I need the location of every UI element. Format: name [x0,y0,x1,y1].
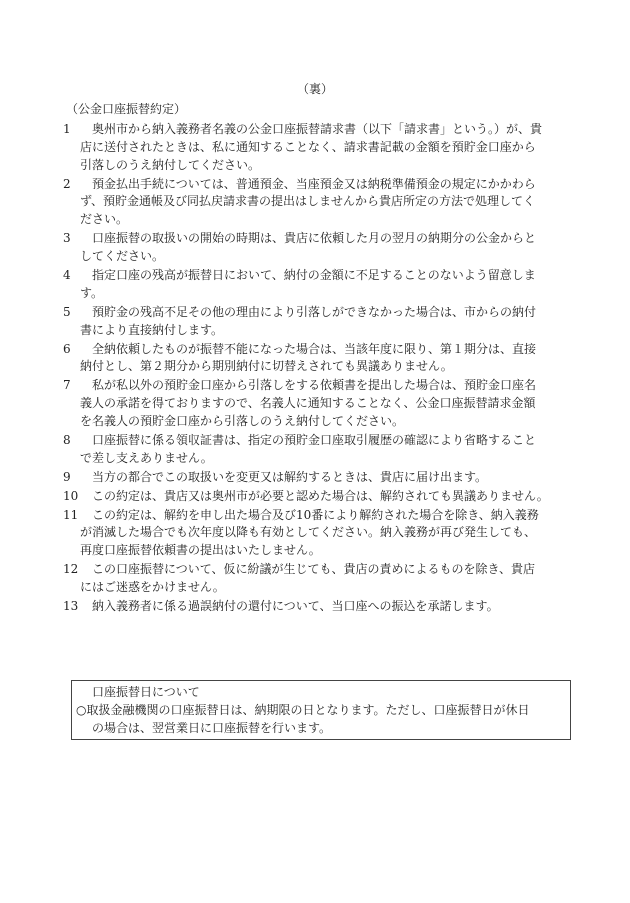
notice-box [71,680,571,740]
page-side-label: （裏） [296,82,333,96]
term-text-line: が消滅した場合でも次年度以降も有効としてください。納入義務が再び発生しても、 [80,525,537,540]
term-item [61,598,575,616]
term-item [61,176,575,229]
term-text-line: してください。 [80,248,165,263]
term-text-line: 奥州市から納入義務者名義の公金口座振替請求書（以下「請求書」という。）が、貴 [92,122,543,136]
term-number: 12 [63,562,79,577]
term-number: 4 [63,267,71,282]
term-text-line: す。 [80,285,104,300]
term-text-line: 納付とし、第２期分から期別納付に切替えされても異議ありません。 [80,359,453,374]
term-number: 1 [63,122,71,136]
term-text [80,304,575,340]
term-text [87,488,575,506]
term-item [61,507,575,560]
section-title: （公金口座振替約定） [66,102,187,116]
term-number: 7 [63,378,71,393]
term-number: 11 [63,507,79,522]
term-text [80,377,575,430]
term-text-line: 預貯金の残高不足その他の理由により引落しができなかった場合は、市からの納付 [92,304,537,319]
term-text [80,432,575,468]
term-text-line: 預金払出手続については、普通預金、当座預金又は納税準備預金の規定にかかわら [92,176,536,191]
term-item [61,121,575,174]
term-text-line: にはご迷惑をかけません。 [80,579,225,594]
term-text-line: 口座振替の取扱いの開始の時期は、貴店に依頼した月の翌月の納期分の公金からと [92,231,537,246]
notice-title: 口座振替日について [92,685,200,699]
term-text-line: 指定口座の残高が振替日において、納付の金額に不足することのないよう留意しま [92,267,536,282]
term-item [61,469,575,487]
term-text-line: 当方の都合でこの取扱いを変更又は解約するときは、貴店に届け出ます。 [92,469,488,484]
term-text [80,341,575,377]
term-item [61,341,575,377]
term-item [61,304,575,340]
term-number: 5 [63,304,71,319]
term-text-line: 口座振替に係る領収証書は、指定の預貯金口座取引履歴の確認により省略すること [92,432,537,447]
term-number: 2 [63,176,71,191]
term-text-line: 納入義務者に係る過誤納付の還付について、当口座への振込を承諾します。 [92,598,499,613]
term-text [87,469,575,487]
term-text-line: この約定は、貴店又は奥州市が必要と認めた場合は、解約されても異議ありません。 [92,488,549,503]
term-text [80,507,575,560]
term-text [80,176,575,229]
term-text [80,121,575,174]
term-number: 9 [63,469,71,484]
term-item [61,377,575,430]
term-text-line: 書により直接納付します。 [80,322,224,337]
term-text-line: を名義人の預貯金口座から引落しのうえ納付してください。 [80,413,405,428]
term-text-line: 引落しのうえ納付してください。 [80,157,261,172]
term-text [80,230,575,266]
term-text-line: 再度口座振替依頼書の提出はいたしません。 [80,543,321,558]
term-number: 8 [63,432,71,447]
term-text-line: ださい。 [80,212,129,227]
term-text-line: 全納依頼したものが振替不能になった場合は、当該年度に限り、第１期分は、直接 [92,341,537,356]
term-item [61,432,575,468]
term-text-line: この約定は、解約を申し出た場合及び10番により解約された場合を除き、納入義務 [92,507,539,522]
notice-text-line2: の場合は、翌営業日に口座振替を行います。 [92,721,332,735]
term-number: 13 [63,598,79,613]
term-number: 10 [63,488,79,503]
terms-list [61,121,575,617]
term-text-line: 店に送付されたときは、私に通知することなく、請求書記載の金額を預貯金口座から [80,139,536,154]
term-text-line: ず、預貯金通帳及び同払戻請求書の提出はしませんから貴店所定の方法で処理してく [80,194,536,209]
term-text-line: で差し支えありません。 [80,450,213,465]
term-number: 3 [63,231,71,246]
term-text-line: 私が私以外の預貯金口座から引落しをする依頼書を提出した場合は、預貯金口座名 [92,378,537,393]
term-text [80,267,575,303]
term-item [61,230,575,266]
term-text [87,598,575,616]
term-item [61,267,575,303]
term-text [80,561,575,597]
notice-text-line1: ○取扱金融機関の口座振替日は、納期限の日となります。ただし、口座振替日が休日 [76,703,530,717]
term-text-line: 義人の承諾を得ておりますので、名義人に通知することなく、公金口座振替請求金額 [80,396,536,411]
term-item [61,488,575,506]
term-number: 6 [63,341,71,356]
term-text-line: この口座振替について、仮に紛議が生じても、貴店の責めによるものを除き、貴店 [92,562,536,577]
term-item [61,561,575,597]
